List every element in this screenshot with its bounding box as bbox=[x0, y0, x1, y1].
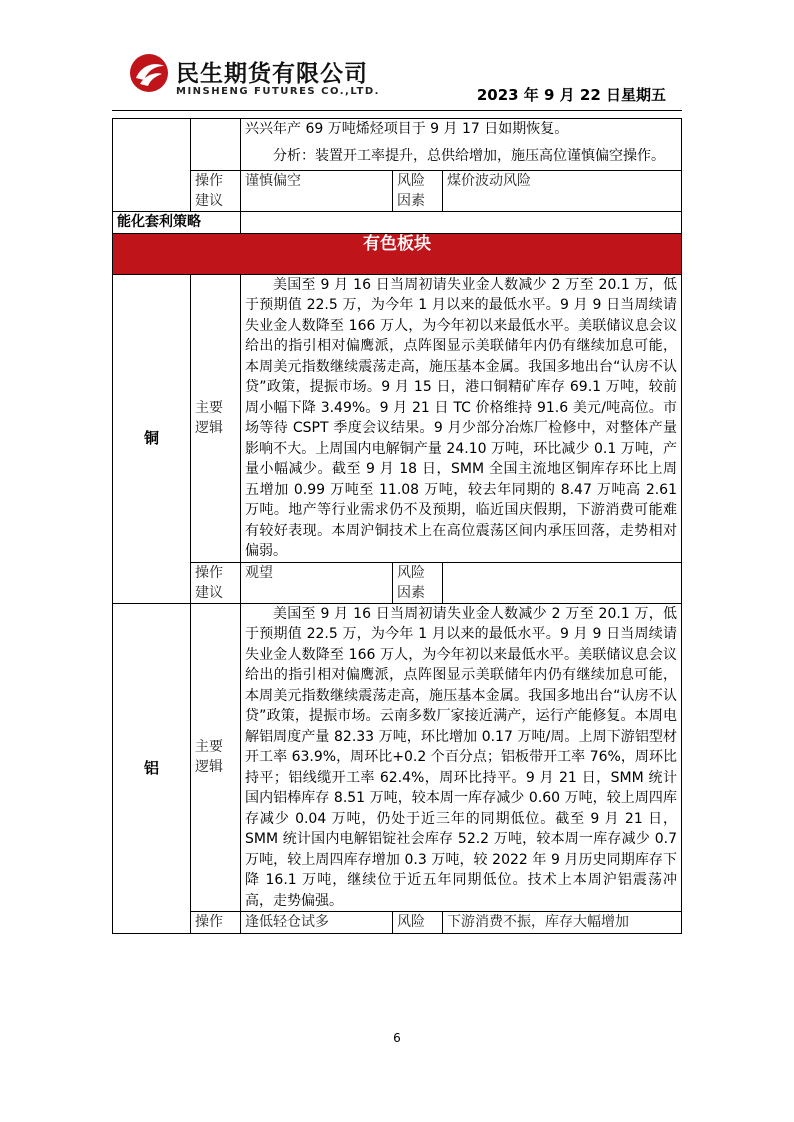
company-logo-icon bbox=[128, 52, 170, 94]
op-advice-label: 操作建议 bbox=[191, 562, 241, 603]
page-header bbox=[0, 0, 794, 120]
table-row bbox=[113, 274, 682, 562]
logic-label: 主要逻辑 bbox=[191, 274, 241, 562]
label-cell-empty bbox=[191, 119, 241, 171]
op-advice-label: 操作建议 bbox=[191, 171, 241, 212]
strategy-table bbox=[112, 118, 682, 934]
table-row bbox=[113, 603, 682, 912]
table-row bbox=[113, 119, 682, 171]
table-row bbox=[113, 171, 682, 212]
page-number: 6 bbox=[393, 1031, 401, 1045]
risk-label: 风险因素 bbox=[393, 171, 443, 212]
op-advice-value: 逢低轻仓试多 bbox=[241, 912, 393, 934]
logic-label: 主要逻辑 bbox=[191, 603, 241, 912]
brand-name-en: MINSHENG FUTURES CO.,LTD. bbox=[176, 86, 380, 97]
risk-value: 下游消费不振，库存大幅增加 bbox=[443, 912, 682, 934]
analysis-text: 分析：装置开工率提升，总供给增加，施压高位谨慎偏空操作。 bbox=[273, 147, 665, 164]
strategy-value-empty bbox=[241, 212, 682, 234]
logic-cell bbox=[241, 603, 682, 912]
category-aluminum: 铝 bbox=[113, 603, 191, 933]
risk-value: 煤价波动风险 bbox=[443, 171, 682, 212]
table-row bbox=[113, 212, 682, 234]
aluminum-logic-text: 美国至 9 月 16 日当周初请失业金人数减少 2 万至 20.1 万，低于预期值 22.5 万，为今年 1 月以来的最低水平。9 月 9 日当周续请失业金人数降至 166 万人，为今年初以来最低水平。美联储议息会议给出的指引相对偏鹰派，点阵图显示美联储年内仍有继续加息可能，本周美元指数继续震荡走高，施压基本金属。我国多地出台“认房不认贷”政策，提振市场。云南多数厂家接近满产，运行产能修复。本周电解铝周度产量 82.33 万吨，环比增加 0.17 万吨/周。上周下游铝型材开工率 63.9%，周环比+0.2 个百分点；铝板带开工率 76%，周环比持平；铝线缆开工率 62.4%，周环比持平。9 月 21 日，SMM 统计国内铝棒库存 8.51 万吨，较本周一库存减少 0.60 万吨，较上周四库存减少 0.04 万吨，仍处于近三年的同期低位。截至 9 月 21 日，SMM 统计国内电解铝锭社会库存 52.2 万吨，较本周一库存减少 0.7 万吨，较上周四库存增加 0.3 万吨，较 2022 年 9 月历史同期库存下降 16.1 万吨，继续位于近五年同期低位。技术上本周沪铝震荡冲高，走势偏强。 bbox=[245, 605, 677, 909]
category-copper: 铜 bbox=[113, 274, 191, 603]
table-row bbox=[113, 562, 682, 603]
report-date: 2023 年 9 月 22 日星期五 bbox=[476, 86, 666, 104]
op-advice-value: 观望 bbox=[241, 562, 393, 603]
copper-logic-text: 美国至 9 月 16 日当周初请失业金人数减少 2 万至 20.1 万，低于预期值 22.5 万，为今年 1 月以来的最低水平。9 月 9 日当周续请失业金人数降至 166 万人，为今年初以来最低水平。美联储议息会议给出的指引相对偏鹰派，点阵图显示美联储年内仍有继续加息可能，本周美元指数继续震荡走高，施压基本金属。我国多地出台“认房不认贷”政策，提振市场。9 月 15 日，港口铜精矿库存 69.1 万吨，较前周小幅下降 3.49%。9 月 21 日 TC 价格维持 91.6 美元/吨高位。市场等待 CSPT 季度会议结果。9 月少部分冶炼厂检修中，对整体产量影响不大。上周国内电解铜产量 24.10 万吨，环比减少 0.1 万吨，产量小幅减少。截至 9 月 18 日，SMM 全国主流地区铜库存环比上周五增加 0.99 万吨至 11.08 万吨，较去年同期的 8.47 万吨高 2.61 万吨。地产等行业需求仍不及预期，临近国庆假期，下游消费可能难有较好表现。本周沪铜技术上在高位震荡区间内承压回落，走势相对偏弱。 bbox=[245, 276, 677, 559]
section-title: 有色板块 bbox=[113, 233, 682, 274]
logic-cell bbox=[241, 274, 682, 562]
op-advice-label: 操作 bbox=[191, 912, 241, 934]
logic-cell bbox=[241, 119, 682, 171]
brand-name-cn: 民生期货有限公司 bbox=[176, 61, 368, 87]
risk-label: 风险 bbox=[393, 912, 443, 934]
table-row bbox=[113, 912, 682, 934]
section-header-row bbox=[113, 233, 682, 274]
category-cell-empty bbox=[113, 119, 191, 212]
strategy-label: 能化套利策略 bbox=[113, 212, 241, 234]
header-divider bbox=[112, 110, 682, 111]
risk-value bbox=[443, 562, 682, 603]
logic-text: 兴兴年产 69 万吨烯烃项目于 9 月 17 日如期恢复。 bbox=[245, 121, 569, 137]
op-advice-value: 谨慎偏空 bbox=[241, 171, 393, 212]
risk-label: 风险因素 bbox=[393, 562, 443, 603]
